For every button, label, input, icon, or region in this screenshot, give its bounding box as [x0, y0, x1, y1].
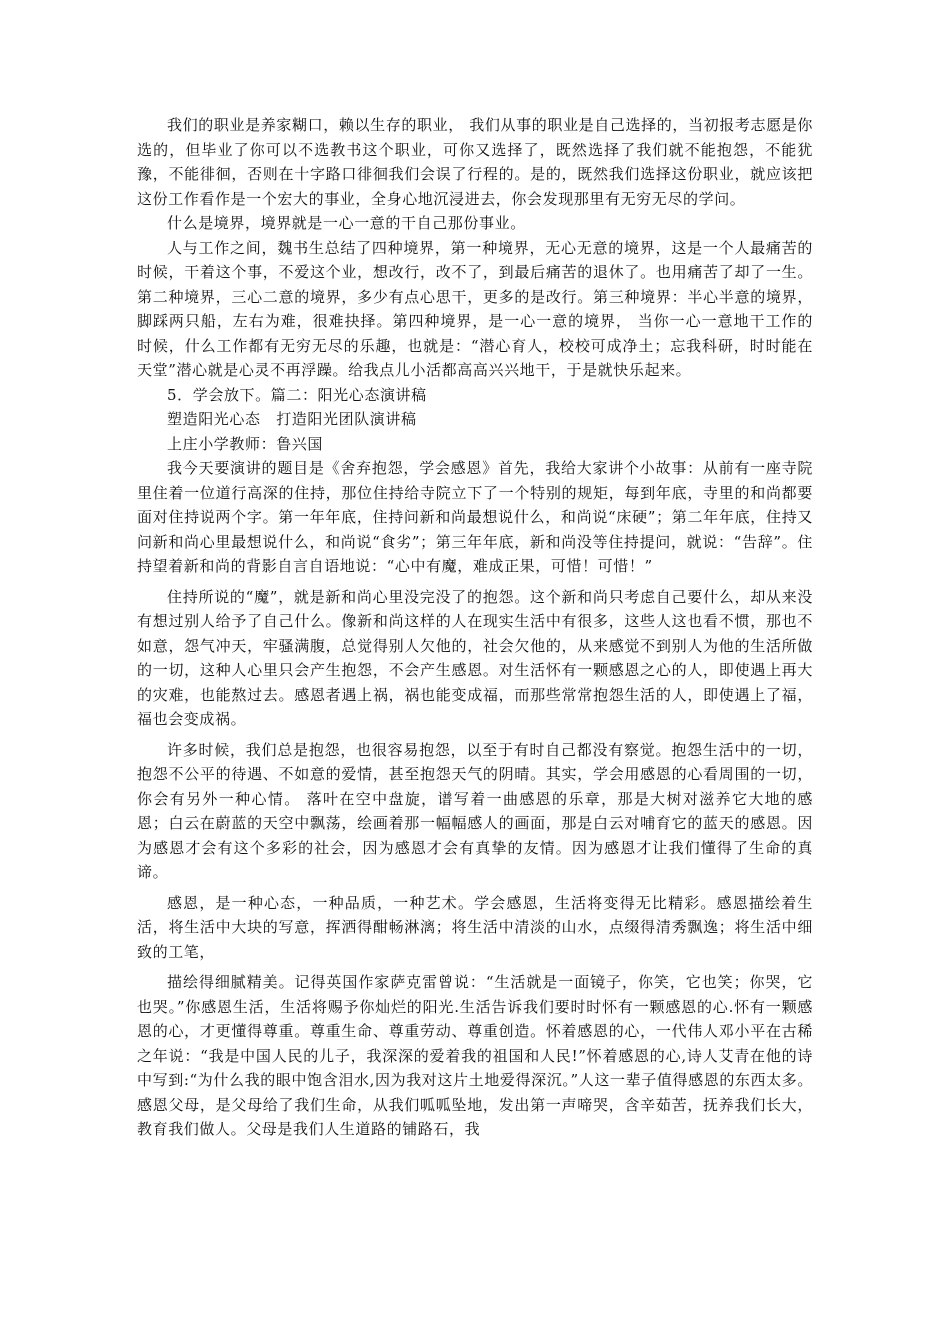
document-body — [137, 113, 813, 1142]
paragraph: 我们的职业是养家糊口，赖以生存的职业， 我们从事的职业是自己选择的，当初报考志愿是你选的，但毕业了你可以不选教书这个职业，可你又选择了，既然选择了我们就不能抱怨，不能犹豫，不能徘徊，否则在十字路口徘徊我们会误了行程的。是的，既然我们选择这份职业，就应该把这份工作看作是一个宏大的事业，全身心地沉浸进去，你会发现那里有无穷无尽的学问。 — [137, 116, 813, 208]
paragraph: 住持所说的“魔”，就是新和尚心里没完没了的抱怨。这个新和尚只考虑自己要什么，却从来没有想过别人给予了自己什么。像新和尚这样的人在现实生活中有很多，这些人这也看不惯，那也不如意，怨气冲天，牢骚满腹，总觉得别人欠他的，社会欠他的，从来感觉不到别人为他的生活所做的一切，这种人心里只会产生抱怨，不会产生感恩。对生活怀有一颗感恩之心的人，即使遇上再大的灾难，也能熬过去。感恩者遇上祸，祸也能变成福，而那些常常抱怨生活的人，即使遇上了福，福也会变成祸。 — [137, 587, 813, 728]
paragraph: 我今天要演讲的题目是《舍弃抱怨，学会感恩》首先，我给大家讲个小故事：从前有一座寺院里住着一位道行高深的住持，那位住持给寺院立下了一个特别的规矩，每到年底，寺里的和尚都要面对住持说两个字。第一年年底，住持问新和尚最想说什么，和尚说“床硬”；第二年年底，住持又问新和尚心里最想说什么，和尚说“食劣”；第三年年底，新和尚没等住持提问，就说：“告辞”。住持望着新和尚的背影自言自语地说：“心中有魔，难成正果，可惜！可惜！” — [137, 459, 813, 575]
paragraph: 人与工作之间，魏书生总结了四种境界，第一种境界，无心无意的境界，这是一个人最痛苦的时候，干着这个事，不爱这个业，想改行，改不了，到最后痛苦的退休了。也用痛苦了却了一生。第二种境界，三心二意的境界，多少有点心思干，更多的是改行。第三种境界：半心半意的境界，脚踩两只船，左右为难，很难抉择。第四种境界，是一心一意的境界， 当你一心一意地干工作的时候，什么工作都有无穷无尽的乐趣，也就是：“潜心育人，校校可成净土；忘我科研，时时能在天堂”潜心就是心灵不再浮躁。给我点儿小活都高高兴兴地干，于是就快乐起来。 — [137, 238, 813, 379]
paragraph: 5．学会放下。篇二：阳光心态演讲稿 — [167, 385, 427, 404]
paragraph: 描绘得细腻精美。记得英国作家萨克雷曾说：“生活就是一面镜子，你笑，它也笑；你哭，它也哭。”你感恩生活，生活将赐予你灿烂的阳光.生活告诉我们要时时怀有一颗感恩的心.怀有一颗感恩的心，才更懂得尊重。尊重生命、尊重劳动、尊重创造。怀着感恩的心，一代伟人邓小平在古稀之年说：“我是中国人民的儿子，我深深的爱着我的祖国和人民!”怀着感恩的心,诗人艾青在他的诗中写到:“为什么我的眼中饱含泪水,因为我对这片土地爱得深沉。”人这一辈子值得感恩的东西太多。感恩父母，是父母给了我们生命，从我们呱呱坠地，发出第一声啼哭，含辛茹苦，抚养我们长大，教育我们做人。父母是我们人生道路的铺路石，我 — [137, 973, 813, 1138]
paragraph: 许多时候，我们总是抱怨，也很容易抱怨，以至于有时自己都没有察觉。抱怨生活中的一切，抱怨不公平的待遇、不如意的爱情，甚至抱怨天气的阴晴。其实，学会用感恩的心看周围的一切，你会有另外一种心情。 落叶在空中盘旋，谱写着一曲感恩的乐章，那是大树对滋养它大地的感恩；白云在蔚蓝的天空中飘荡，绘画着那一幅幅感人的画面，那是白云对哺育它的蓝天的感恩。因为感恩才会有这个多彩的社会，因为感恩才会有真挚的友情。因为感恩才让我们懂得了生命的真谛。 — [137, 740, 813, 881]
paragraph: 感恩，是一种心态，一种品质，一种艺术。学会感恩，生活将变得无比精彩。感恩描绘着生活，将生活中大块的写意，挥洒得酣畅淋漓；将生活中清淡的山水，点缀得清秀飘逸；将生活中细致的工笔， — [137, 893, 813, 961]
paragraph: 上庄小学教师：鲁兴国 — [167, 434, 324, 453]
paragraph: 什么是境界，境界就是一心一意的干自己那份事业。 — [167, 214, 526, 232]
paragraph: 塑造阳光心态 打造阳光团队演讲稿 — [167, 410, 417, 428]
